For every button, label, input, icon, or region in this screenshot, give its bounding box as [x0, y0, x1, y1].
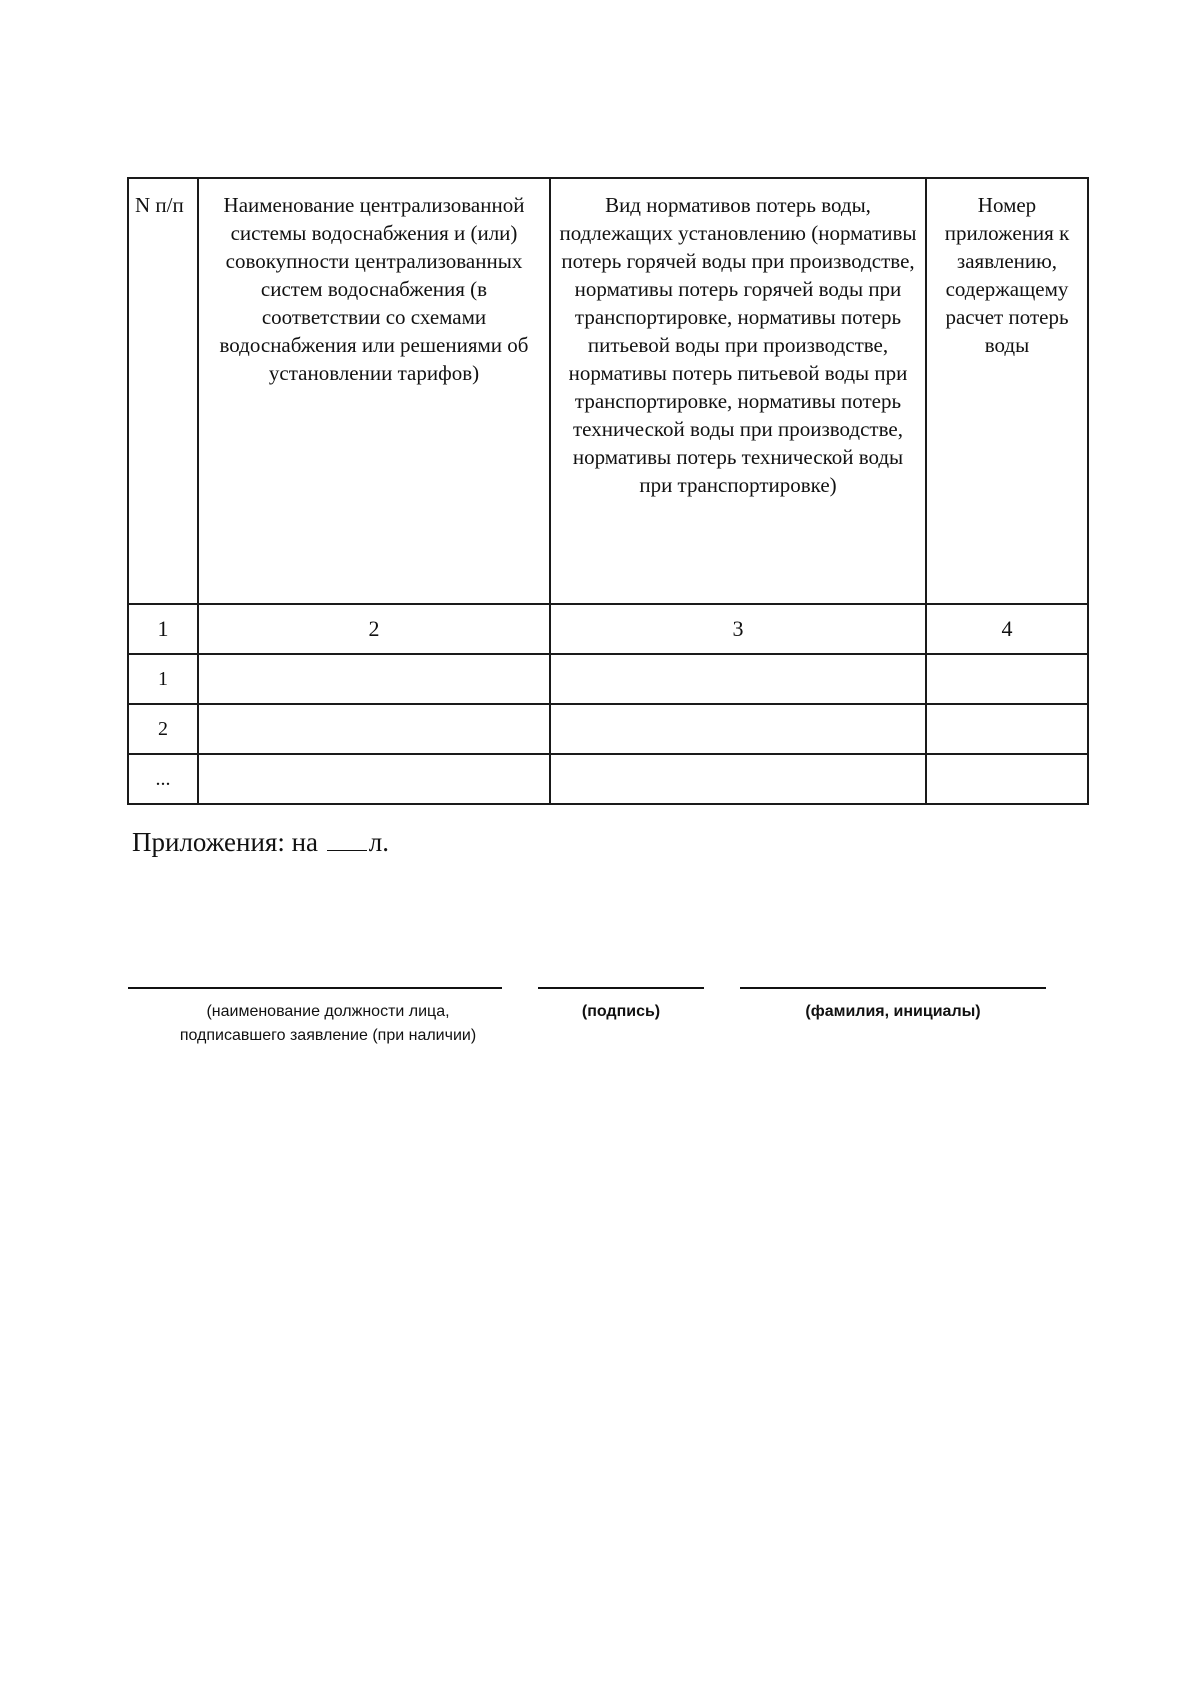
position-signature-line[interactable]: [128, 987, 502, 989]
header-number: N п/п: [128, 178, 198, 604]
column-number: 1: [128, 604, 198, 654]
row-kind-cell[interactable]: [550, 754, 926, 804]
appendix-count-line: [132, 826, 389, 858]
table-header-row: [128, 178, 1088, 604]
table-row: [128, 754, 1088, 804]
position-caption-line: подписавшего заявление (при наличии): [179, 1027, 477, 1044]
appendix-suffix: л.: [368, 827, 390, 857]
row-system-cell[interactable]: [198, 754, 550, 804]
header-system-name: Наименование централизованной системы водоснабжения и (или) совокупности централизованных систем водоснабжения (в соответствии со схемами водоснабжения или решениями об установлении тарифов): [198, 178, 550, 604]
table-row: [128, 704, 1088, 754]
position-caption-line: (наименование должности лица,: [206, 1003, 450, 1020]
row-system-cell[interactable]: [198, 704, 550, 754]
position-caption: [128, 1000, 528, 1048]
row-system-cell[interactable]: [198, 654, 550, 704]
row-number: 2: [128, 704, 198, 754]
header-norm-kind: Вид нормативов потерь воды, подлежащих установлению (нормативы потерь горячей воды при производстве, нормативы потерь горячей воды при транспортировке, нормативы потерь питьевой воды при производстве, нормативы потерь питьевой воды при транспортировке, нормативы потерь технической воды при производстве, нормативы потерь технической воды при транспортировке): [550, 178, 926, 604]
column-number: 4: [926, 604, 1088, 654]
name-caption: (фамилия, инициалы): [805, 1003, 981, 1020]
row-kind-cell[interactable]: [550, 704, 926, 754]
row-number: 1: [128, 654, 198, 704]
signature-caption: (подпись): [581, 1003, 661, 1020]
water-loss-norms-table: [127, 177, 1089, 805]
column-number: 3: [550, 604, 926, 654]
column-number-row: [128, 604, 1088, 654]
name-signature-line[interactable]: [740, 987, 1046, 989]
header-appendix-number: Номер приложения к заявлению, содержащему расчет потерь воды: [926, 178, 1088, 604]
row-number: ...: [128, 754, 198, 804]
appendix-prefix: Приложения: на: [132, 827, 319, 857]
appendix-pages-blank[interactable]: [327, 826, 367, 851]
row-appendix-cell[interactable]: [926, 754, 1088, 804]
row-kind-cell[interactable]: [550, 654, 926, 704]
signature-line[interactable]: [538, 987, 704, 989]
row-appendix-cell[interactable]: [926, 704, 1088, 754]
row-appendix-cell[interactable]: [926, 654, 1088, 704]
column-number: 2: [198, 604, 550, 654]
table-row: [128, 654, 1088, 704]
